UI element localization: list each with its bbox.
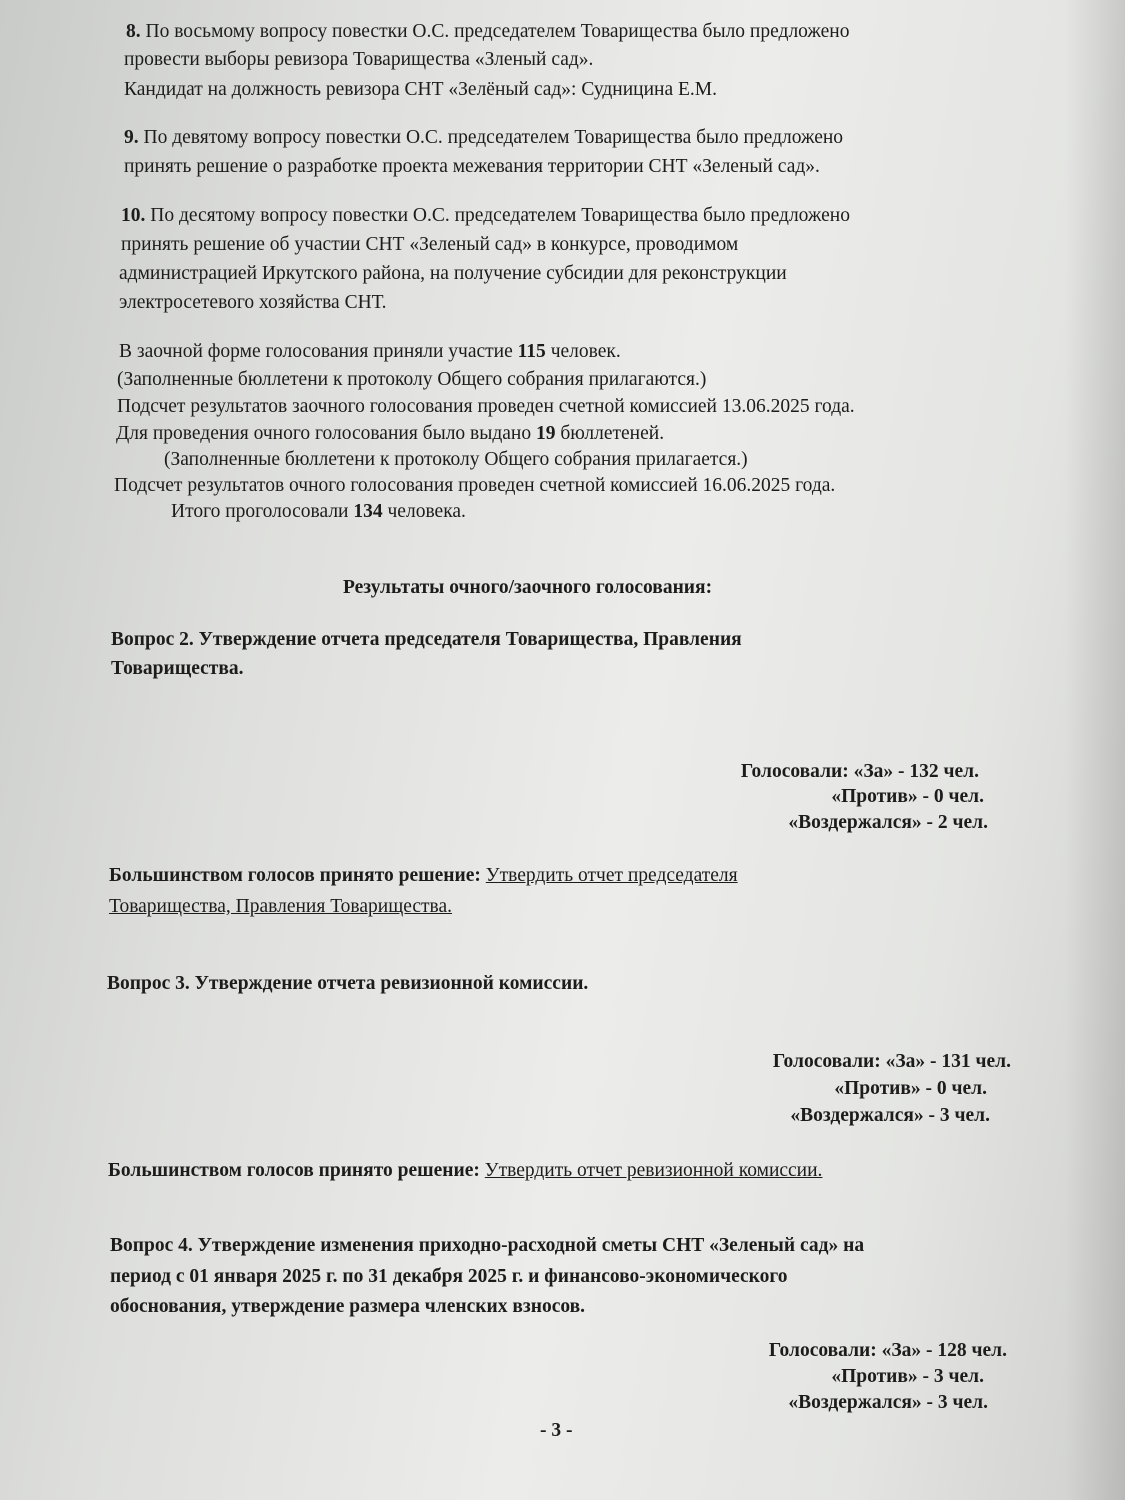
item-9-line-2: принять решение о разработке проекта межевания территории СНТ «Зеленый сад». (124, 156, 820, 177)
absentee-count: 115 (517, 341, 546, 362)
voting-total: Итого проголосовали 134 человека. (171, 501, 466, 522)
q3-votes-against: «Против» - 0 чел. (834, 1078, 987, 1099)
q3-title: Вопрос 3. Утверждение отчета ревизионной комиссии. (107, 973, 589, 994)
q3-decision-label: Большинством голосов принято решение: (108, 1160, 480, 1181)
q4-votes-against: «Против» - 3 чел. (831, 1366, 984, 1387)
q2-decision-line-1 (109, 862, 738, 890)
item-10-text-1: По десятому вопросу повестки О.С. председателем Товарищества было предложено (145, 205, 850, 226)
page-shadow (1065, 0, 1125, 1500)
voting-in-person-ballots: Для проведения очного голосования было выдано 19 бюллетеней. (116, 423, 665, 444)
item-8-number: 8. (126, 21, 141, 42)
item-8-line-3: Кандидат на должность ревизора СНТ «Зелёный сад»: Судницина Е.М. (124, 79, 717, 100)
voting-absentee-participants: В заочной форме голосования приняли участие 115 человек. (119, 341, 621, 362)
voting-in-person-count-date: Подсчет результатов очного голосования проведен счетной комиссией 16.06.2025 года. (114, 475, 836, 496)
voting-ballots-note-1: (Заполненные бюллетени к протоколу Общего собрания прилагаются.) (117, 369, 707, 390)
q2-title-line-2: Товарищества. (111, 658, 244, 679)
q2-decision-line-2: Товарищества, Правления Товарищества. (109, 896, 453, 917)
item-9-text-1: По девятому вопросу повестки О.С. председателем Товарищества было предложено (138, 127, 844, 148)
item-10-line-1 (121, 202, 850, 230)
q2-decision-label: Большинством голосов принято решение: (109, 865, 481, 886)
page-number: - 3 - (540, 1420, 573, 1441)
q4-votes-for: Голосовали: «За» - 128 чел. (768, 1340, 1007, 1361)
total-voters: 134 (353, 501, 383, 522)
item-8-text-1: По восьмому вопросу повестки О.С. председателем Товарищества было предложено (140, 21, 850, 42)
q3-decision (108, 1157, 822, 1185)
q4-title-line-2: период с 01 января 2025 г. по 31 декабря 2025 г. и финансово-экономического (110, 1266, 788, 1287)
item-8-line-2: провести выборы ревизора Товарищества «Зленый сад». (124, 49, 594, 70)
results-heading: Результаты очного/заочного голосования: (343, 577, 713, 598)
q2-title-line-1: Вопрос 2. Утверждение отчета председателя Товарищества, Правления (111, 629, 742, 650)
item-10-line-4: электросетевого хозяйства СНТ. (119, 292, 387, 313)
in-person-ballot-count: 19 (536, 423, 556, 444)
q2-votes-against: «Против» - 0 чел. (831, 786, 984, 807)
voting-ballots-note-2: (Заполненные бюллетени к протоколу Общего собрания прилагается.) (164, 449, 748, 470)
item-9-line-1 (124, 124, 843, 152)
q4-title-line-1: Вопрос 4. Утверждение изменения приходно-расходной сметы СНТ «Зеленый сад» на (110, 1235, 865, 1256)
item-10-line-2: принять решение об участии СНТ «Зеленый сад» в конкурсе, проводимом (121, 234, 739, 255)
q2-votes-for: Голосовали: «За» - 132 чел. (740, 761, 979, 782)
item-9-number: 9. (124, 127, 139, 148)
q4-votes-abstain: «Воздержался» - 3 чел. (788, 1392, 988, 1413)
q3-votes-abstain: «Воздержался» - 3 чел. (790, 1105, 990, 1126)
item-8-line-1 (126, 18, 850, 46)
q2-votes-abstain: «Воздержался» - 2 чел. (788, 812, 988, 833)
q3-votes-for: Голосовали: «За» - 131 чел. (772, 1051, 1011, 1072)
item-10-number: 10. (121, 205, 146, 226)
item-10-line-3: администрацией Иркутского района, на получение субсидии для реконструкции (119, 263, 787, 284)
q3-decision-text: Утвердить отчет ревизионной комиссии. (484, 1160, 823, 1181)
q4-title-line-3: обоснования, утверждение размера членских взносов. (110, 1296, 586, 1317)
q2-decision-text: Утвердить отчет председателя (485, 865, 738, 886)
voting-absentee-count-date: Подсчет результатов заочного голосования проведен счетной комиссией 13.06.2025 года. (117, 396, 855, 417)
